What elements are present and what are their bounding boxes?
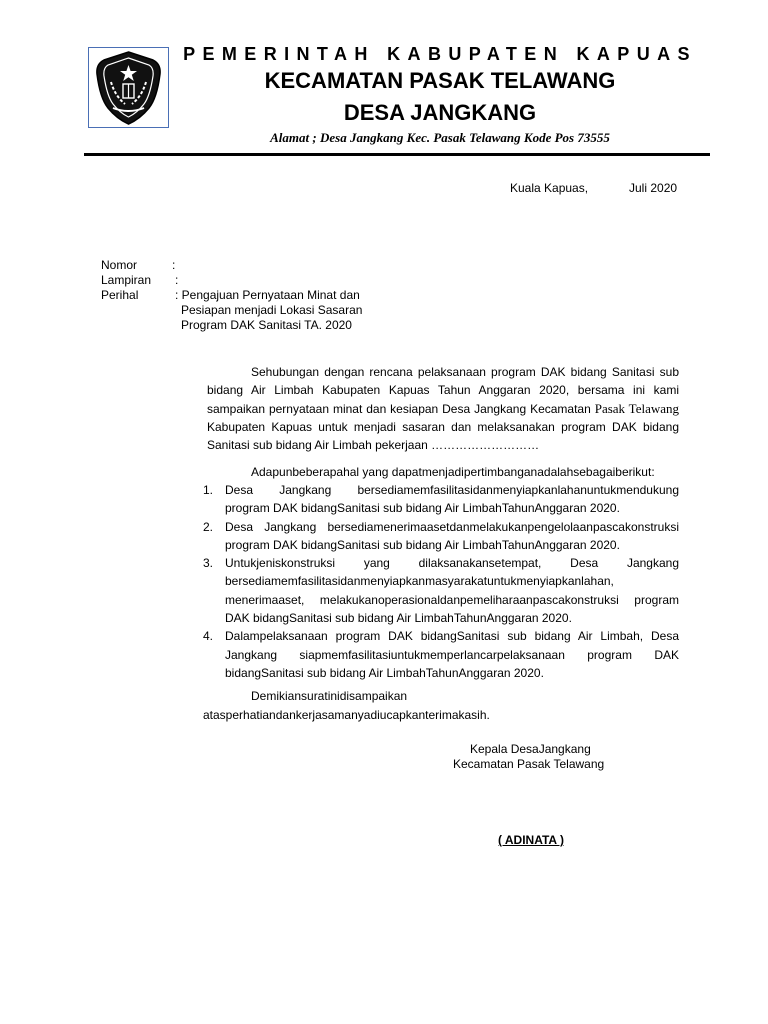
list-item-text: Dalampelaksanaan program DAK bidangSanitasi sub bidang Air Limbah, Desa Jangkang siapmemfasilitasiuntukmemperlancarpelaksanaan program DAK bidangSanitasi sub bidang Air LimbahTahunAnggaran 2020.: [225, 629, 679, 680]
list-item: [203, 627, 679, 682]
letterhead-district: KECAMATAN PASAK TELAWANG: [264, 68, 616, 93]
perihal-line-1: : Pengajuan Pernyataan Minat dan: [175, 288, 360, 302]
date-value: Juli 2020: [629, 181, 678, 195]
list-intro: Adapunbeberapahal yang dapatmenjadipertimbanganadalahsebagaiberikut:: [251, 465, 655, 479]
list-item-text: Desa Jangkang bersediamemfasilitasidanmenyiapkanlahanuntukmendukung program DAK bidangSanitasi sub bidang Air LimbahTahunAnggaran 2020.: [225, 483, 679, 516]
list-item: [203, 518, 679, 555]
letterhead-village: DESA JANGKANG: [343, 100, 537, 125]
letterhead-address: Alamat ; Desa Jangkang Kec. Pasak Telawang Kode Pos 73555: [270, 130, 610, 145]
list-item: [203, 554, 679, 627]
intro-place: Pasak Telawang: [594, 400, 680, 416]
perihal-label: Perihal: [101, 288, 139, 302]
closing-line-2: atasperhatiandankerjasamanyadiucapkanterimakasih.: [203, 708, 490, 722]
intro-text-1: Sehubungan dengan rencana pelaksanaan program DAK bidang Sanitasi sub bidang Air Limbah Kabupaten Kapuas Tahun Anggaran 2020, bersama ini kami sampaikan pernyataan minat dan kesiapan Desa Jangkang Kecamatan: [207, 365, 679, 416]
perihal-line-2: Pesiapan menjadi Lokasi Sasaran: [181, 303, 363, 317]
intro-text-2: Kabupaten Kapuas untuk menjadi sasaran dan melaksanakan program DAK bidang Sanitasi sub bidang Air Limbah pekerjaan ………………………: [207, 419, 679, 453]
signature-title-2: Kecamatan Pasak Telawang: [453, 757, 605, 771]
letterhead-government: PEMERINTAH KABUPATEN KAPUAS: [183, 44, 697, 64]
intro-paragraph: [207, 363, 679, 454]
nomor-label: Nomor: [101, 258, 138, 272]
signatory-name: ( ADINATA ): [498, 833, 564, 847]
lampiran-label: Lampiran: [101, 273, 152, 287]
list-item-text: Desa Jangkang bersediamenerimaasetdanmelakukanpengelolaanpascakonstruksi program DAK bidangSanitasi sub bidang Air LimbahTahunAnggaran 2020.: [225, 519, 679, 552]
list-item: [203, 481, 679, 518]
list-item-number: 1.: [203, 483, 214, 497]
consideration-list: [203, 481, 679, 682]
date-place: Kuala Kapuas,: [510, 181, 589, 195]
nomor-value: :: [172, 258, 176, 272]
list-item-number: 3.: [203, 556, 214, 571]
perihal-line-3: Program DAK Sanitasi TA. 2020: [181, 318, 352, 332]
list-item-number: 2.: [203, 519, 214, 534]
signature-title-1: Kepala DesaJangkang: [470, 742, 591, 756]
list-item-text: Untukjeniskonstruksi yang dilaksanakansetempat, Desa Jangkang bersediamemfasilitasidanmenyiapkanmasyarakatuntukmenyiapkanlahan, menerimaaset, melakukanoperasionaldanpemeliharaanpascakonstruksi program DAK bidangSanitasi sub bidang Air LimbahTahunAnggaran 2020.: [225, 556, 679, 626]
closing-line-1: Demikiansuratinidisampaikan: [251, 689, 408, 703]
lampiran-value: :: [175, 273, 179, 287]
list-item-number: 4.: [203, 629, 214, 644]
letterhead-divider: [84, 153, 710, 156]
